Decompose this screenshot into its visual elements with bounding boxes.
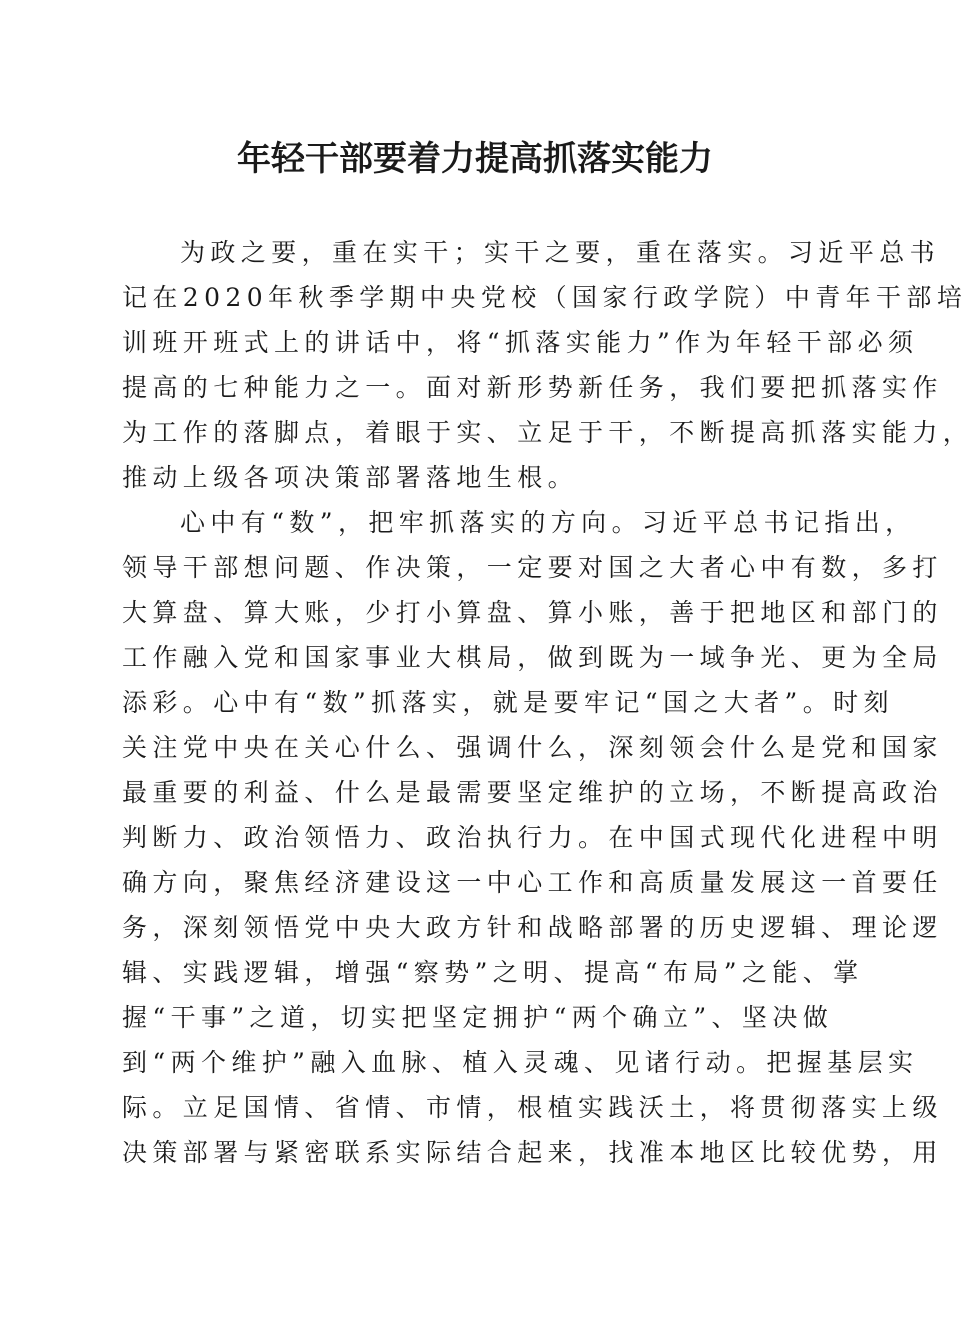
paragraph-line: 为工作的落脚点，着眼于实、立足于干，不断提高抓落实能力， [122,418,973,447]
paragraph-line: 大算盘、算大账，少打小算盘、算小账，善于把地区和部门的 [122,598,943,627]
paragraph-line: 推动上级各项决策部署落地生根。 [122,463,579,492]
paragraph-line: 际。立足国情、省情、市情，根植实践沃土，将贯彻落实上级 [122,1093,943,1122]
paragraph-2 [122,500,943,1175]
paragraph-line: 为政之要，重在实干；实干之要，重在落实。习近平总书 [180,238,941,267]
paragraph-1 [122,230,973,500]
document-body [122,230,973,1175]
paragraph-line: 领导干部想问题、作决策，一定要对国之大者心中有数，多打 [122,553,943,582]
paragraph-line: 记在2020年秋季学期中央党校（国家行政学院）中青年干部培 [122,283,968,312]
paragraph-line: 提高的七种能力之一。面对新形势新任务，我们要把抓落实作 [122,373,943,402]
paragraph-line: 握“干事”之道，切实把坚定拥护“两个确立”、坚决做 [122,1003,834,1032]
paragraph-line: 辑、实践逻辑，增强“察势”之明、提高“布局”之能、掌 [122,958,864,987]
paragraph-line: 到“两个维护”融入血脉、植入灵魂、见诸行动。把握基层实 [122,1048,919,1077]
paragraph-line: 决策部署与紧密联系实际结合起来，找准本地区比较优势，用 [122,1138,943,1167]
paragraph-line: 确方向，聚焦经济建设这一中心工作和高质量发展这一首要任 [122,868,943,897]
paragraph-line: 添彩。心中有“数”抓落实，就是要牢记“国之大者”。时刻 [122,688,894,717]
paragraph-line: 训班开班式上的讲话中，将“抓落实能力”作为年轻干部必须 [122,328,919,357]
paragraph-line: 心中有“数”，把牢抓落实的方向。习近平总书记指出， [180,508,916,537]
paragraph-line: 最重要的利益、什么是最需要坚定维护的立场，不断提高政治 [122,778,943,807]
paragraph-line: 关注党中央在关心什么、强调什么，深刻领会什么是党和国家 [122,733,943,762]
paragraph-line: 判断力、政治领悟力、政治执行力。在中国式现代化进程中明 [122,823,943,852]
paragraph-line: 工作融入党和国家事业大棋局，做到既为一域争光、更为全局 [122,643,943,672]
paragraph-line: 务，深刻领悟党中央大政方针和战略部署的历史逻辑、理论逻 [122,913,943,942]
document-title: 年轻干部要着力提高抓落实能力 [237,139,713,179]
